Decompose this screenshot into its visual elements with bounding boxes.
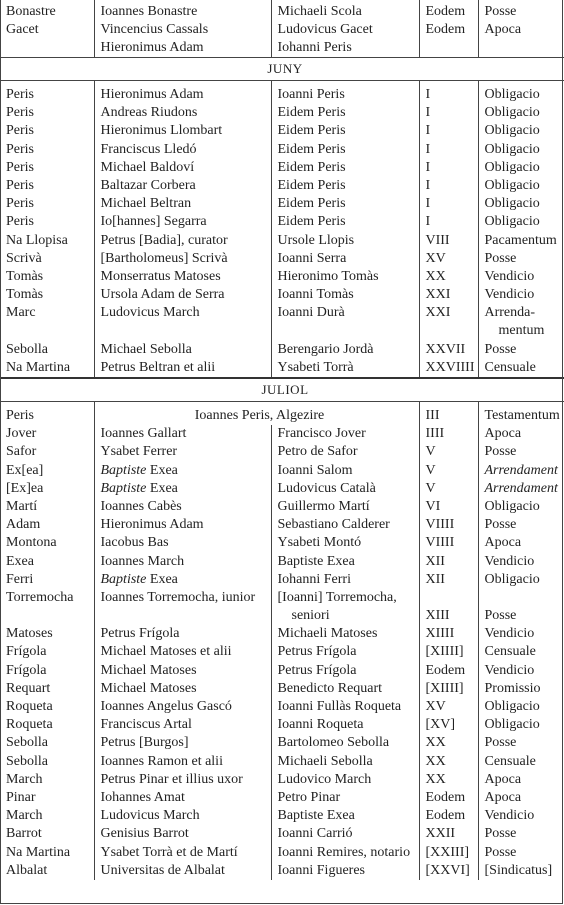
recipient-cell: Ludovico March	[271, 771, 419, 789]
date-cell: I	[419, 81, 478, 105]
date-cell: XX	[419, 268, 478, 286]
grantor-cell: Ioannes Ramon et alii	[94, 753, 271, 771]
type-cell	[478, 0, 564, 58]
surname-cell: Martí	[6, 498, 38, 514]
grantor-cell	[94, 0, 271, 58]
date-cell: V	[419, 462, 478, 480]
recipient-cell: Ioanni Serra	[271, 250, 419, 268]
grantor-firstname: Baptiste	[100, 462, 147, 478]
recipient-cell: Michaeli Sebolla	[271, 753, 419, 771]
surname-cell: Peris	[6, 177, 34, 193]
recipient-cell: Baptiste Exea	[271, 553, 419, 571]
type-cell: Obligacio	[478, 213, 564, 231]
recipient-cell: Ioanni Tomàs	[271, 286, 419, 304]
grantor-cell: Franciscus Lledó	[94, 141, 271, 159]
date-cell: XXVIIII	[419, 359, 478, 378]
recipient-cell: Eidem Peris	[271, 195, 419, 213]
surname-cell: Tomàs	[6, 287, 44, 303]
table-row	[0, 844, 564, 862]
surname-cell: [Ex]ea	[6, 480, 44, 496]
cell-text: Eodem	[425, 22, 466, 37]
date-cell: XII	[419, 553, 478, 571]
table-row	[0, 104, 564, 122]
table-row	[0, 807, 564, 825]
type-cell: Obligacio	[478, 177, 564, 195]
type-cell: Arrendament	[478, 462, 564, 480]
surname-cell: Frígola	[6, 662, 47, 678]
date-cell: I	[419, 195, 478, 213]
cell-text: Bonastre	[6, 4, 56, 19]
table-row	[0, 141, 564, 159]
spacer	[485, 589, 564, 607]
recipient-cell: Francisco Jover	[271, 425, 419, 443]
type-cell: Posse	[478, 250, 564, 268]
grantor-cell: Hieronimus Llombart	[94, 122, 271, 140]
type-cell: Obligacio	[478, 716, 564, 734]
type-cell: Obligacio	[478, 141, 564, 159]
date-cell: IIII	[419, 425, 478, 443]
date-cell	[419, 0, 478, 58]
table-row	[0, 862, 564, 880]
table-row	[0, 534, 564, 552]
date-cell: Eodem	[419, 789, 478, 807]
recipient-cell: Ysabeti Torrà	[271, 359, 419, 378]
recipient-cell: Bartolomeo Sebolla	[271, 734, 419, 752]
recipient-cell: Sebastiano Calderer	[271, 516, 419, 534]
date-cell: [XIIII]	[419, 643, 478, 661]
type-cell: Vendicio	[478, 268, 564, 286]
surname-cell: Na Martina	[6, 844, 71, 860]
grantor-cell: Michael Sebolla	[94, 341, 271, 359]
grantor-cell	[94, 571, 271, 589]
cell-text: Posse	[484, 607, 517, 623]
grantor-cell: Andreas Riudons	[94, 104, 271, 122]
recipient-cell: Petro de Safor	[271, 443, 419, 461]
cell-text: Hieronimus Adam	[100, 40, 204, 55]
type-cell: Posse	[478, 825, 564, 843]
type-cell: Obligacio	[478, 571, 564, 589]
table-row	[0, 571, 564, 589]
table-row	[0, 498, 564, 516]
date-cell	[419, 589, 478, 625]
grantor-cell	[94, 480, 271, 498]
surname-cell: Peris	[6, 87, 34, 102]
surname-cell: Ferri	[6, 571, 34, 587]
surname-cell: Frígola	[6, 644, 47, 660]
grantor-cell: Franciscus Artal	[94, 716, 271, 734]
recipient-cell: Ioanni Remires, notario	[271, 844, 419, 862]
date-cell: XXI	[419, 304, 478, 340]
grantor-cell: Ioannes Angelus Gascó	[94, 698, 271, 716]
month-heading-july	[0, 378, 564, 402]
surname-cell: Na Llopisa	[6, 232, 68, 248]
type-cell: Obligacio	[478, 498, 564, 516]
surname-cell: Scrivà	[6, 250, 42, 266]
surname-cell	[0, 0, 94, 58]
cell-text: seniori	[291, 607, 330, 623]
type-cell: Obligacio	[478, 81, 564, 105]
type-cell	[478, 589, 564, 625]
cell-text: [Ioanni] Torremocha,	[277, 589, 397, 605]
recipient-cell	[271, 589, 419, 625]
date-cell: XXII	[419, 825, 478, 843]
type-cell: Pacamentum	[478, 232, 564, 250]
grantor-cell: Hieronimus Adam	[94, 516, 271, 534]
surname-cell: Albalat	[6, 862, 48, 878]
table-row	[0, 789, 564, 807]
table-row	[0, 304, 564, 340]
table-row	[0, 680, 564, 698]
table-row	[0, 698, 564, 716]
type-cell: Apoca	[478, 425, 564, 443]
surname-cell: Montona	[6, 535, 57, 551]
type-cell: Testamentum	[478, 402, 564, 426]
surname-cell: Peris	[6, 214, 34, 230]
surname-cell: Ex[ea]	[6, 462, 44, 478]
table-row	[0, 159, 564, 177]
cell-text: Iohanni Peris	[277, 40, 352, 55]
recipient-cell: Ioanni Salom	[271, 462, 419, 480]
surname-cell: Safor	[6, 444, 37, 460]
table-row	[0, 625, 564, 643]
table-row	[0, 825, 564, 843]
type-cell: Vendicio	[478, 625, 564, 643]
type-cell: Posse	[478, 443, 564, 461]
date-cell: I	[419, 177, 478, 195]
month-label: JUNY	[0, 58, 564, 81]
date-cell: I	[419, 213, 478, 231]
grantor-cell: Petrus Beltran et alii	[94, 359, 271, 378]
spacer	[426, 589, 478, 607]
table-row	[0, 122, 564, 140]
month-label: JULIOL	[0, 378, 564, 402]
surname-cell: Barrot	[6, 826, 42, 842]
type-cell: Vendicio	[478, 286, 564, 304]
type-cell: Posse	[478, 844, 564, 862]
type-cell: Obligacio	[478, 159, 564, 177]
date-cell: [XXIII]	[419, 844, 478, 862]
type-cell: Apoca	[478, 789, 564, 807]
table-row	[0, 81, 564, 105]
date-cell: XV	[419, 698, 478, 716]
table-row	[0, 771, 564, 789]
surname-cell: Peris	[6, 105, 34, 121]
type-cell: Posse	[478, 734, 564, 752]
table-row	[0, 286, 564, 304]
grantor-cell: Michael Baldoví	[94, 159, 271, 177]
table-row	[0, 268, 564, 286]
recipient-cell: Eidem Peris	[271, 122, 419, 140]
grantor-cell: Petrus Pinar et illius uxor	[94, 771, 271, 789]
grantor-cell: Michael Matoses	[94, 680, 271, 698]
date-cell: V	[419, 480, 478, 498]
type-cell: Arrendament	[478, 480, 564, 498]
table-row	[0, 716, 564, 734]
table-row	[0, 753, 564, 771]
cell-text: Ludovicus Gacet	[277, 22, 373, 37]
surname-cell: Na Martina	[6, 359, 71, 375]
table-row	[0, 734, 564, 752]
recipient-cell: Baptiste Exea	[271, 807, 419, 825]
grantor-cell: Ioannes March	[94, 553, 271, 571]
month-heading-june	[0, 58, 564, 81]
recipient-cell: Petrus Frígola	[271, 662, 419, 680]
type-cell: Posse	[478, 341, 564, 359]
surname-cell: Peris	[6, 159, 34, 175]
type-cell: Apoca	[478, 771, 564, 789]
table-row	[0, 232, 564, 250]
type-cell: Promissio	[478, 680, 564, 698]
date-cell: III	[419, 402, 478, 426]
date-cell: V	[419, 443, 478, 461]
recipient-cell: Ursole Llopis	[271, 232, 419, 250]
surname-cell: Marc	[6, 305, 36, 321]
type-cell: Censuale	[478, 643, 564, 661]
type-cell: Censuale	[478, 359, 564, 378]
date-cell: [XIIII]	[419, 680, 478, 698]
recipient-cell: Hieronimo Tomàs	[271, 268, 419, 286]
recipient-cell: Eidem Peris	[271, 159, 419, 177]
cell-text: mentum	[498, 323, 545, 339]
cell-text: Vincencius Cassals	[100, 22, 209, 37]
grantor-cell: Baltazar Corbera	[94, 177, 271, 195]
table-row	[0, 516, 564, 534]
table-row	[0, 443, 564, 461]
recipient-cell: Eidem Peris	[271, 213, 419, 231]
combined-party-cell: Ioannes Peris, Algezire	[94, 402, 419, 426]
surname-cell: Torremocha	[6, 589, 74, 605]
date-cell: Eodem	[419, 662, 478, 680]
type-cell: Posse	[478, 516, 564, 534]
recipient-cell: Ludovicus Català	[271, 480, 419, 498]
table-row	[0, 662, 564, 680]
grantor-cell: Ioannes Gallart	[94, 425, 271, 443]
grantor-cell: Ioannes Torremocha, iunior	[94, 589, 271, 625]
recipient-cell: Ioanni Peris	[271, 81, 419, 105]
recipient-cell: Ioanni Figueres	[271, 862, 419, 880]
surname-cell: Sebolla	[6, 341, 48, 357]
recipient-cell: Ioanni Fullàs Roqueta	[271, 698, 419, 716]
grantor-surname: Exea	[146, 480, 178, 496]
recipient-cell	[271, 0, 419, 58]
type-cell: Obligacio	[478, 195, 564, 213]
surname-cell: Roqueta	[6, 699, 53, 715]
surname-cell: Jover	[6, 426, 37, 442]
date-cell: XX	[419, 753, 478, 771]
surname-cell: Sebolla	[6, 735, 48, 751]
date-cell: I	[419, 122, 478, 140]
date-cell: VI	[419, 498, 478, 516]
type-cell: [Sindicatus]	[478, 862, 564, 880]
date-cell: XIIII	[419, 625, 478, 643]
recipient-cell: Berengario Jordà	[271, 341, 419, 359]
grantor-cell: Petrus [Burgos]	[94, 734, 271, 752]
date-cell: I	[419, 159, 478, 177]
type-cell: Vendicio	[478, 807, 564, 825]
cell-text: Gacet	[6, 22, 39, 37]
table-row	[0, 177, 564, 195]
table-row	[0, 425, 564, 443]
table-row	[0, 589, 564, 625]
grantor-cell: Ludovicus March	[94, 807, 271, 825]
grantor-cell: Io[hannes] Segarra	[94, 213, 271, 231]
surname-cell: Pinar	[6, 789, 36, 805]
recipient-cell: Ioanni Durà	[271, 304, 419, 340]
surname-cell: Matoses	[6, 626, 53, 642]
grantor-cell: Ysabet Torrà et de Martí	[94, 844, 271, 862]
type-cell: Vendicio	[478, 662, 564, 680]
recipient-cell: Guillermo Martí	[271, 498, 419, 516]
type-cell: Obligacio	[478, 104, 564, 122]
date-cell: VIIII	[419, 534, 478, 552]
date-cell: XXI	[419, 286, 478, 304]
grantor-cell: Michael Beltran	[94, 195, 271, 213]
grantor-cell: Ludovicus March	[94, 304, 271, 340]
grantor-cell: Petrus Frígola	[94, 625, 271, 643]
date-cell: XV	[419, 250, 478, 268]
date-cell: XXVII	[419, 341, 478, 359]
table-row	[0, 480, 564, 498]
surname-cell: Peris	[6, 196, 34, 212]
surname-cell: March	[6, 771, 43, 787]
date-cell: Eodem	[419, 807, 478, 825]
grantor-cell: Iacobus Bas	[94, 534, 271, 552]
date-cell: XX	[419, 734, 478, 752]
surname-cell: Requart	[6, 680, 51, 696]
date-cell: XX	[419, 771, 478, 789]
cell-text: Michaeli Scola	[277, 4, 362, 19]
grantor-cell: Genisius Barrot	[94, 825, 271, 843]
grantor-cell: Ursola Adam de Serra	[94, 286, 271, 304]
grantor-surname: Exea	[146, 462, 178, 478]
grantor-cell: [Bartholomeus] Scrivà	[94, 250, 271, 268]
grantor-cell: Hieronimus Adam	[94, 81, 271, 105]
surname-cell: Sebolla	[6, 753, 48, 769]
date-cell: VIIII	[419, 516, 478, 534]
cell-text: Eodem	[425, 4, 466, 19]
recipient-cell: Iohanni Ferri	[271, 571, 419, 589]
date-cell: I	[419, 141, 478, 159]
table-row	[0, 402, 564, 426]
grantor-cell: Michael Matoses	[94, 662, 271, 680]
type-cell: Apoca	[478, 534, 564, 552]
grantor-cell: Universitas de Albalat	[94, 862, 271, 880]
grantor-cell: Petrus [Badia], curator	[94, 232, 271, 250]
grantor-cell: Ysabet Ferrer	[94, 443, 271, 461]
recipient-cell: Eidem Peris	[271, 104, 419, 122]
table-row	[0, 195, 564, 213]
grantor-cell: Michael Matoses et alii	[94, 643, 271, 661]
recipient-cell: Petrus Frígola	[271, 643, 419, 661]
date-cell: I	[419, 104, 478, 122]
grantor-firstname: Baptiste	[100, 571, 147, 587]
recipient-cell: Petro Pinar	[271, 789, 419, 807]
recipient-cell: Ioanni Roqueta	[271, 716, 419, 734]
surname-cell: Peris	[6, 123, 34, 139]
cell-text: XIII	[425, 607, 450, 623]
grantor-cell: Monserratus Matoses	[94, 268, 271, 286]
recipient-cell: Ysabeti Montó	[271, 534, 419, 552]
cell-text: Posse	[484, 4, 517, 19]
surname-cell: Peris	[6, 141, 34, 157]
grantor-firstname: Baptiste	[100, 480, 147, 496]
grantor-surname: Exea	[146, 571, 178, 587]
cell-text: Ioannes Bonastre	[100, 4, 198, 19]
grantor-cell	[94, 462, 271, 480]
date-cell: VIII	[419, 232, 478, 250]
cell-text: Arrenda-	[484, 305, 536, 321]
table-row	[0, 643, 564, 661]
surname-cell: March	[6, 808, 43, 824]
recipient-cell: Michaeli Matoses	[271, 625, 419, 643]
surname-cell: Adam	[6, 517, 41, 533]
type-cell: Vendicio	[478, 553, 564, 571]
recipient-cell: Benedicto Requart	[271, 680, 419, 698]
recipient-cell: Ioanni Carrió	[271, 825, 419, 843]
type-cell: Censuale	[478, 753, 564, 771]
date-cell: [XV]	[419, 716, 478, 734]
surname-cell: Exea	[6, 553, 34, 569]
table-row	[0, 250, 564, 268]
surname-cell: Peris	[6, 408, 34, 424]
type-cell: Obligacio	[478, 122, 564, 140]
cell-text: Apoca	[484, 22, 522, 37]
recipient-cell: Eidem Peris	[271, 141, 419, 159]
table-row	[0, 359, 564, 378]
date-cell: [XXVI]	[419, 862, 478, 880]
table-row	[0, 213, 564, 231]
grantor-cell: Iohannes Amat	[94, 789, 271, 807]
table-row	[0, 553, 564, 571]
type-cell	[478, 304, 564, 340]
table-row	[0, 462, 564, 480]
grantor-cell: Ioannes Cabès	[94, 498, 271, 516]
surname-cell: Tomàs	[6, 268, 44, 284]
table-row	[0, 0, 564, 58]
date-cell: XII	[419, 571, 478, 589]
recipient-cell: Eidem Peris	[271, 177, 419, 195]
table-row	[0, 341, 564, 359]
surname-cell: Roqueta	[6, 717, 53, 733]
type-cell: Obligacio	[478, 698, 564, 716]
